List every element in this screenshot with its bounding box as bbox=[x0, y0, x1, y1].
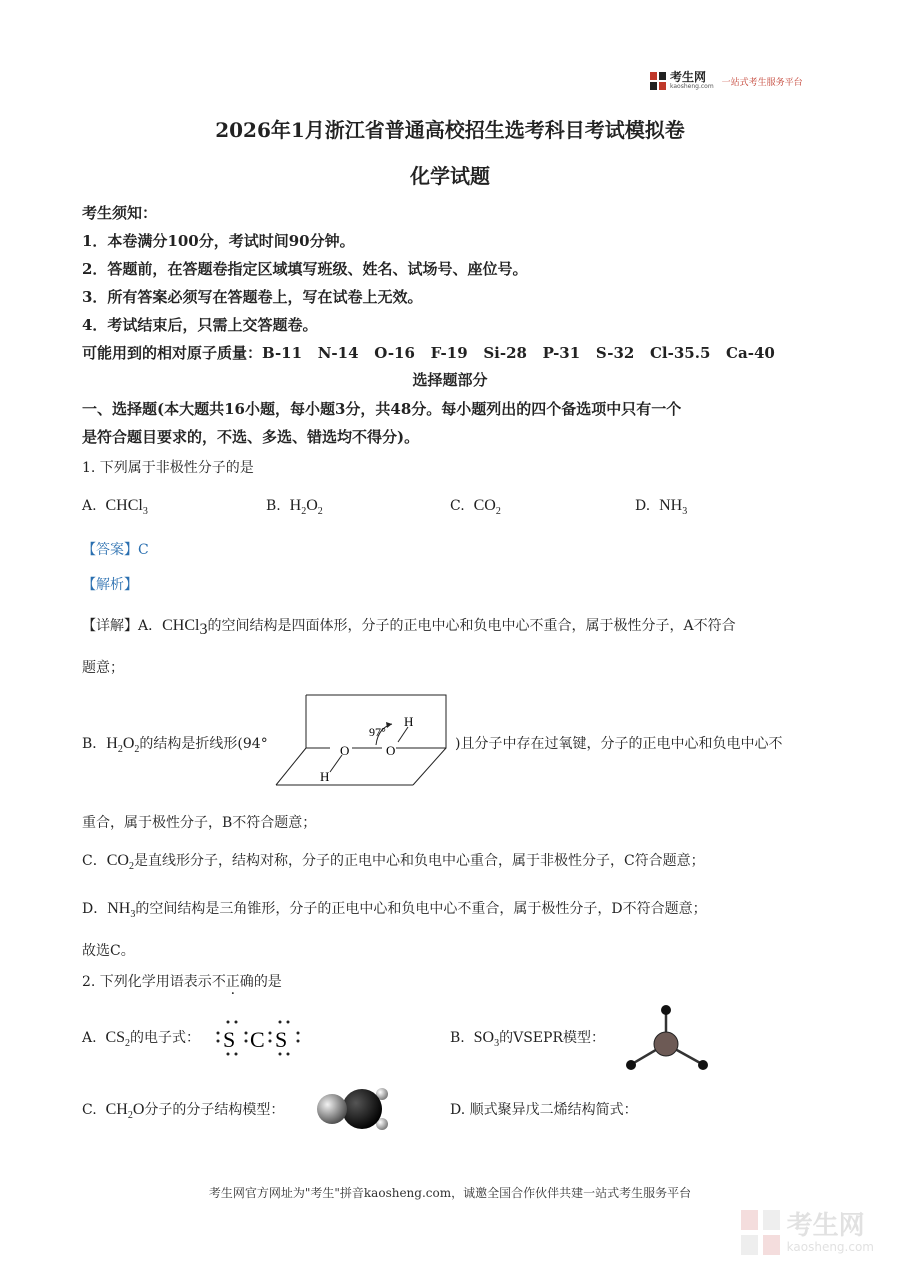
emphasis-text: 不正确 bbox=[211, 974, 254, 990]
q1-detail-d: D．$NH_3$的空间结构是三角锥形，分子的正电中心和负电中心不重合，属于极性分子，D不符合题意； bbox=[82, 900, 707, 921]
q1-detail-b: B．$H_2O_2$的结构是折线形(94° bbox=[82, 735, 268, 756]
cs2-electron-formula bbox=[212, 1018, 304, 1058]
notice-heading: 考生须知： bbox=[82, 204, 158, 222]
q1-option-b: B. $H_2O_2$ bbox=[266, 497, 323, 518]
q1-option-d: D. $NH_3$ bbox=[635, 497, 688, 518]
watermark-name: 考生网 bbox=[786, 1211, 865, 1241]
notice-item: 2．答题前，在答题卷指定区域填写班级、姓名、试场号、座位号。 bbox=[82, 260, 528, 278]
notice-item: 1．本卷满分100分，考试时间90分钟。 bbox=[82, 232, 355, 250]
page-footer: 考生网官方网址为"考生"拼音kaosheng.com，诚邀全国合作伙伴共建一站式考生服务平台 bbox=[208, 1186, 692, 1200]
q2-option-b: B. $SO_3$的VSEPR模型： bbox=[450, 1029, 605, 1050]
q1-stem: 1. 下列属于非极性分子的是 bbox=[82, 460, 254, 476]
q1-option-c: C. $CO_2$ bbox=[450, 497, 501, 518]
atom-h1: H bbox=[404, 714, 414, 729]
header-slogan: 一站式考生服务平台 bbox=[721, 77, 803, 88]
atomic-masses: 可能用到的相对原子质量：B-11 N-14 O-16 F-19 Si-28 P-31 S-32 Cl-35.5 Ca-40 bbox=[82, 344, 775, 362]
q1-conclusion: 故选C。 bbox=[82, 943, 135, 959]
page-subtitle: 化学试题 bbox=[410, 164, 490, 188]
q1-detail-b-cont1: )且分子中存在过氧键，分子的正电中心和负电中心不 bbox=[455, 736, 783, 752]
section-instruction-cont: 是符合题目要求的，不选、多选、错选均不得分)。 bbox=[82, 428, 420, 446]
atom-h2: H bbox=[320, 769, 330, 784]
watermark-logo-icon bbox=[741, 1210, 781, 1256]
q2-option-d: D. 顺式聚异戊二烯结构简式： bbox=[450, 1102, 638, 1118]
section-title: 选择题部分 bbox=[412, 371, 488, 389]
logo-domain: kaosheng.com bbox=[670, 83, 714, 90]
watermark-domain: kaosheng.com bbox=[786, 1240, 874, 1254]
atom-o2: O bbox=[386, 743, 396, 758]
q1-answer: 【答案】C bbox=[82, 542, 149, 558]
electron-atom-s1: S bbox=[223, 1027, 236, 1052]
q2-option-c: C. $CH_2O$分子的分子结构模型： bbox=[82, 1101, 285, 1122]
notice-item: 3．所有答案必须写在答题卷上，写在试卷上无效。 bbox=[82, 288, 423, 306]
q1-detail-c: C．$CO_2$是直线形分子，结构对称，分子的正电中心和负电中心重合，属于非极性分子，C符合题意； bbox=[82, 852, 705, 873]
q2-option-a: A. $CS_2$的电子式： bbox=[82, 1029, 201, 1050]
q1-option-a: A. CHCl$_3$ bbox=[82, 497, 148, 518]
so3-vsepr-model bbox=[622, 1002, 712, 1076]
q1-analysis: 【解析】 bbox=[82, 577, 138, 593]
header-logo bbox=[650, 72, 803, 90]
page-title: 2026年1月浙江省普通高校招生选考科目考试模拟卷 bbox=[215, 118, 685, 142]
logo-name: 考生网 bbox=[670, 70, 707, 84]
q2-stem: 2. 下列化学用语表示不正确的是 bbox=[82, 974, 282, 990]
logo-icon bbox=[650, 72, 666, 90]
q1-detail-a: 【详解】A．CHCl$_3$的空间结构是四面体形，分子的正电中心和负电中心不重合，属于极性分子，A不符合 bbox=[82, 617, 736, 638]
q1-detail-b-cont2: 重合，属于极性分子，B不符合题意； bbox=[82, 815, 317, 831]
watermark bbox=[741, 1210, 874, 1256]
ch2o-molecule-model bbox=[312, 1084, 394, 1136]
notice-item: 4．考试结束后，只需上交答题卷。 bbox=[82, 316, 318, 334]
electron-atom-c: C bbox=[250, 1027, 265, 1052]
atom-o1: O bbox=[340, 743, 350, 758]
section-instruction: 一、选择题(本大题共16小题，每小题3分，共48分。每小题列出的四个备选项中只有一个 bbox=[82, 400, 682, 418]
h2o2-structure-diagram bbox=[268, 692, 458, 788]
bond-angle-label: 97° bbox=[369, 725, 386, 739]
q1-detail-a-cont: 题意； bbox=[82, 660, 124, 676]
electron-atom-s2: S bbox=[275, 1027, 288, 1052]
